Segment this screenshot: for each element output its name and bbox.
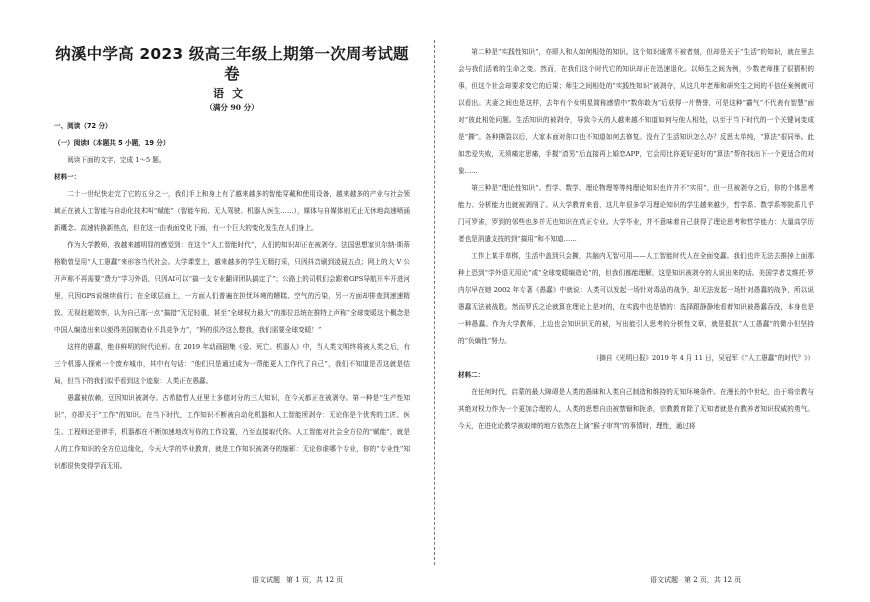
subject-heading: 语文 xyxy=(213,87,251,100)
subsection-heading: （一）阅读Ⅰ（本题共 5 小题，19 分） xyxy=(54,139,170,147)
footer-subject: 语文试题 xyxy=(650,576,678,584)
paragraph: 在任何时代，启蒙的最大障碍是人类的愚昧和人类自己制造和维持的无知环境条件。在漫长的中世纪，由于将宗教与其绝对权力作为一个更加合理的人，人类的思想自由被禁锢和扼杀，宗教教育除了无知者就是有教养者知识权威的勇气。今天，在进化论教学被取缔的地方依然在上演“猴子审判”的事情时，理性，通过将 xyxy=(458,388,814,430)
footer-page-number: 第 2 页，共 12 页 xyxy=(684,576,742,584)
material-label: 材料二： xyxy=(458,371,485,379)
footer-page-number: 第 1 页，共 12 页 xyxy=(286,576,344,584)
paragraph: 作为大学教师，我越来越明显的感觉到：在这个“人工智能时代”，人们的知识却正在被剥夺。法国思想家贝尔纳·斯蒂格勒曾呈用“人工愚蠢”来形容当代社会。大学课堂上，越来越多的学生无精打采，只因抖音刷到凌晨五点；网上的大 V 公开声称不再需要“费力”学习外语，只因AI可以“搞一支专业翻译团队搞定了”；公路上的司机们会跟着GPS导航开车开进河里，只因GPS说继续前行；在全球层面上，一方面人们普遍在担忧环境的糟糕、空气的污染，另一方面却排查到速速精致、无视赶超效率，认为自己那一点“搞措”无足轻重，甚至“全球权力最大”的那位总统在推特上声称“全球变暖这个概念是中国人编造出来以便得美国制造业不具竞争力”，“妈的很冷这么整我，我们需要全球变暖！” xyxy=(54,241,410,334)
paragraph: 第三种是“理论性知识”。哲学、数学、理论物理等等纯理论知识也许并不“实用”，但一旦被剥夺之后，你的个体思考能力、分析能力也就被剥削了。从大学教育来看，这几年很多学习理论知识的学生越来越少，哲学系、数学系等院系几乎门可罗雀，罗到的邻些也多并无也知识在真正专业。大学毕业，并不意味着自己获得了理论思考和哲学能力：大量高学历者也是消遣支技的到“搞用”和不知道…… xyxy=(458,184,814,243)
full-score: （满分 90 分） xyxy=(205,103,259,112)
paragraph: 第二种是“实践性知识”，亦即人和人如何相处的知识。这个知识通常不被者刻，但却是关于“生活”的知识，就在里去会与我们活着的生命之变。然而，在我们这个时代它的知识却正在迅速退化。以师生之间为例，少数老师推了很猜积的事，但这个社会却要求变它的后果；师生之间相处的“实践性知识”被剥夺，从这几年老师和研究生之间的不信任案例就可以看出。夫妻之间也是这样，去年有个女明星简称感情中“数你敢为”后获得一片赞誉，可是这种“霸气”不代表有智慧“面对”彼此相处问题。生活知识的被剥夺，导致今天的人越来越不知道如何与他人相处，以至于当下时代的一个关键词变成是“撕”。各种撕裂以后，大家本面对你口也不知道如何去修复。没有了生活知识怎么办？反思太单纯，“算法”很同举。此如恋爱失败，无须痛定思痛，手握“渣男”后直接再上婚恋APP，它会用比你更好更好的“算法”帮你找出下一个更适合的对象…… xyxy=(458,48,814,175)
material-label: 材料一： xyxy=(54,173,81,181)
exam-title: 纳溪中学高 2023 级高三年级上期第一次周考试题卷 xyxy=(55,45,409,83)
left-column xyxy=(54,44,410,475)
paragraph: 愚蠢被依赖，豆因知识被剥夺。古希腊哲人亚里士多德对分的三大知识，在今天都正在被剥夺。第一种是“生产性知识”，亦即关于“工作”的知识。在当下时代，工作知识不断被自动化机器和人工智能所剥夺：无论你是个优秀的工匠、医生、工程师还是律手，机器都在不断加速地改写你的工作设置，乃至直接取代你。人工智能对社会全方位的“赋能”，就是人的工作知识的全方位边缘化，今天大学的毕业教育，就是工作知识被剥夺的缩影：无论你谁哪个专业，你的“专业性”知识都很快变得学而无用。 xyxy=(54,394,410,470)
source-citation: （摘自《光明日报》2019 年 4 月 11 日，吴冠军《“人工愚蠢”的时代？》） xyxy=(592,354,814,362)
column-divider xyxy=(434,40,435,565)
instruction-text: 阅读下面的文字，完成 1～5 题。 xyxy=(67,156,166,164)
paragraph: 工作上某手草梆，生活中盖到只会撕，共脑内无智可用——人工智能时代人在全面变蠢。我们也许无法去推掉上面那种上恐到“学外语无用论”或“全球变暖编造论”的，但我们都能理解，这是知识被剥夺的人说出来的话。美国学者艾维托·罗内尔早在她 2002 年专著《愚蠢》中就说：人类可以发起一场针对毒品的战争，却无法发起一场针对愚蠢的战争，所以说愚蠢无法被战胜。然而罗氏之论就算在理论上是对的，在实践中也是错的：选择跟静静地看着知识被愚蠢吞没，本身也是一种愚蠢。作为大学教师，上边也会知识识无的被，写出能引人思考的分析性文章，就是抵抗“人工愚蠢”的微小但坚持的“负熵性”努力。 xyxy=(458,252,814,345)
paragraph: 这样的愚蠢，绝非鲜明的时代论形。在 2019 年动画剧集《爱、死亡、机器人》中，当人类文明终将被人类之后，有三个机器人探索一个废弃城市，其中有句话：“他们只是通过成为一帮能更人工作代了自己”，我们不知道是否这就是结局，但当下的我们似乎看到这个迹象：人类正在愚蠢。 xyxy=(54,343,410,385)
page-footer-right xyxy=(650,575,747,585)
right-column xyxy=(458,44,814,435)
footer-subject: 语文试题 xyxy=(252,576,280,584)
section-heading: 一、阅读（72 分） xyxy=(54,122,112,130)
page-footer-left xyxy=(252,575,349,585)
paragraph: 二十一世纪快走完了它的五分之一，我们手上和身上有了越来越多的智能穿戴和使用设备，越来越多的产业与社会领域正在被人工智能与自动化技术叫“赋能”（智能车间、无人驾驶、机器人医生……），媒体与自媒体则无止无休地高速喷涌新概念、高速转换新热点，但在这一由表面变化下面，有一个巨大的变化发生在人们身上。 xyxy=(54,190,410,232)
